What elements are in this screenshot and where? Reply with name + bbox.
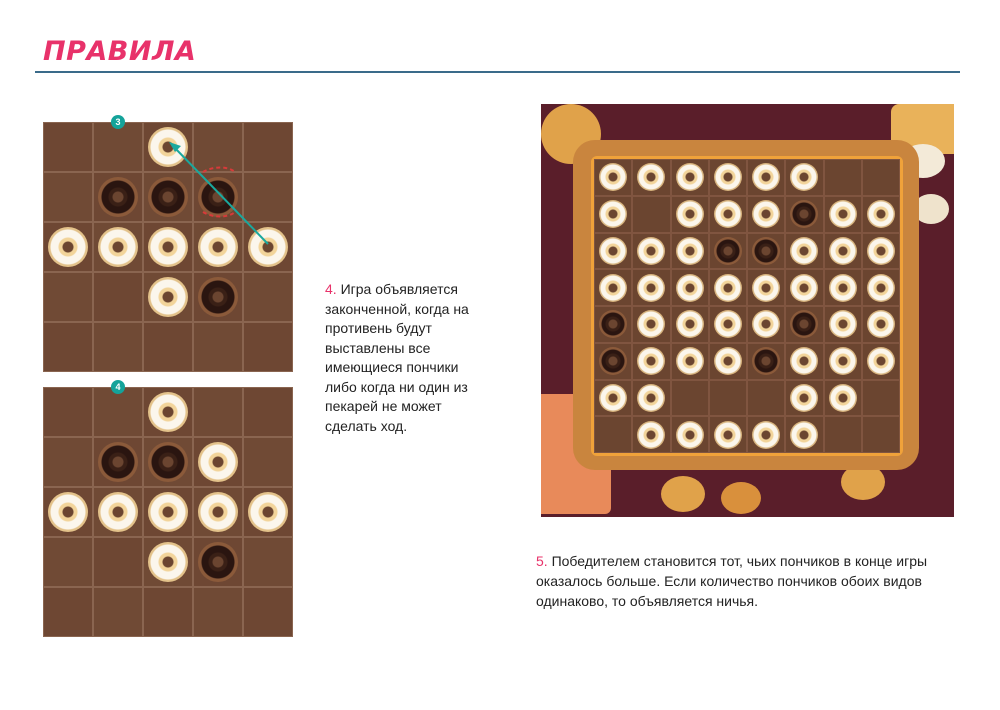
white-donut [676, 347, 704, 375]
board-step-4 [43, 387, 293, 637]
dark-donut [198, 542, 238, 582]
tray-cell [671, 380, 709, 417]
rule-step-5 [536, 551, 956, 611]
board-cell [93, 387, 143, 437]
dark-donut [148, 442, 188, 482]
white-donut [637, 421, 665, 449]
step-badge-4: 4 [111, 380, 125, 394]
white-donut [676, 163, 704, 191]
white-donut [714, 347, 742, 375]
white-donut [599, 274, 627, 302]
board-cell [193, 587, 243, 637]
board-cell [243, 587, 293, 637]
white-donut [829, 384, 857, 412]
white-donut [829, 347, 857, 375]
white-donut [599, 384, 627, 412]
board-cell [243, 387, 293, 437]
white-donut [48, 492, 88, 532]
cookie-decoration [721, 482, 761, 514]
tray-cell [594, 416, 632, 453]
tray-cell [862, 380, 900, 417]
white-donut [752, 274, 780, 302]
dark-donut [714, 237, 742, 265]
tray-cell [632, 196, 670, 233]
board-step-3 [43, 122, 293, 372]
board-cell [93, 587, 143, 637]
white-donut [790, 421, 818, 449]
white-donut [752, 421, 780, 449]
white-donut [829, 274, 857, 302]
white-donut [829, 237, 857, 265]
tray-cell [862, 416, 900, 453]
tray-grid [591, 156, 903, 456]
board-cell [43, 437, 93, 487]
tray-cell [747, 380, 785, 417]
white-donut [148, 492, 188, 532]
dark-donut [98, 442, 138, 482]
white-donut [676, 200, 704, 228]
board-cell [243, 437, 293, 487]
white-donut [714, 200, 742, 228]
white-donut [714, 274, 742, 302]
white-donut [148, 392, 188, 432]
white-donut [867, 200, 895, 228]
white-donut [714, 421, 742, 449]
white-donut [676, 274, 704, 302]
white-donut [148, 542, 188, 582]
final-board-illustration [541, 104, 954, 517]
step-number: 4. [325, 281, 337, 297]
step-badge-3: 3 [111, 115, 125, 129]
page-title: ПРАВИЛА [43, 36, 197, 67]
white-donut [867, 274, 895, 302]
dark-donut [752, 237, 780, 265]
white-donut [198, 442, 238, 482]
move-arrow [43, 122, 293, 372]
tray-cell [862, 159, 900, 196]
board-cell [193, 387, 243, 437]
cookie-decoration [661, 476, 705, 512]
board-cell [43, 587, 93, 637]
board-cell [243, 537, 293, 587]
board-cell [93, 537, 143, 587]
white-donut [198, 492, 238, 532]
step-text: Победителем становится тот, чьих пончиков в конце игры оказалось больше. Если количество пончиков обоих видов одинаково, то объявляется ничья. [536, 553, 928, 609]
white-donut [98, 492, 138, 532]
title-divider [35, 71, 960, 73]
tray-cell [824, 159, 862, 196]
white-donut [867, 347, 895, 375]
white-donut [637, 274, 665, 302]
white-donut [599, 237, 627, 265]
white-donut [676, 310, 704, 338]
white-donut [248, 492, 288, 532]
step-number: 5. [536, 553, 548, 569]
white-donut [676, 421, 704, 449]
white-donut [790, 274, 818, 302]
tray-cell [824, 416, 862, 453]
board-cell [43, 537, 93, 587]
board-cell [143, 587, 193, 637]
board-cell [43, 387, 93, 437]
white-donut [676, 237, 704, 265]
white-donut [867, 237, 895, 265]
step-text: Игра объявляется законченной, когда на противень будут выставлены все имеющиеся пончики либо когда ни один из пекарей не может сделать ход. [325, 281, 469, 434]
rule-step-4 [325, 280, 470, 436]
tray-cell [709, 380, 747, 417]
white-donut [829, 200, 857, 228]
white-donut [829, 310, 857, 338]
